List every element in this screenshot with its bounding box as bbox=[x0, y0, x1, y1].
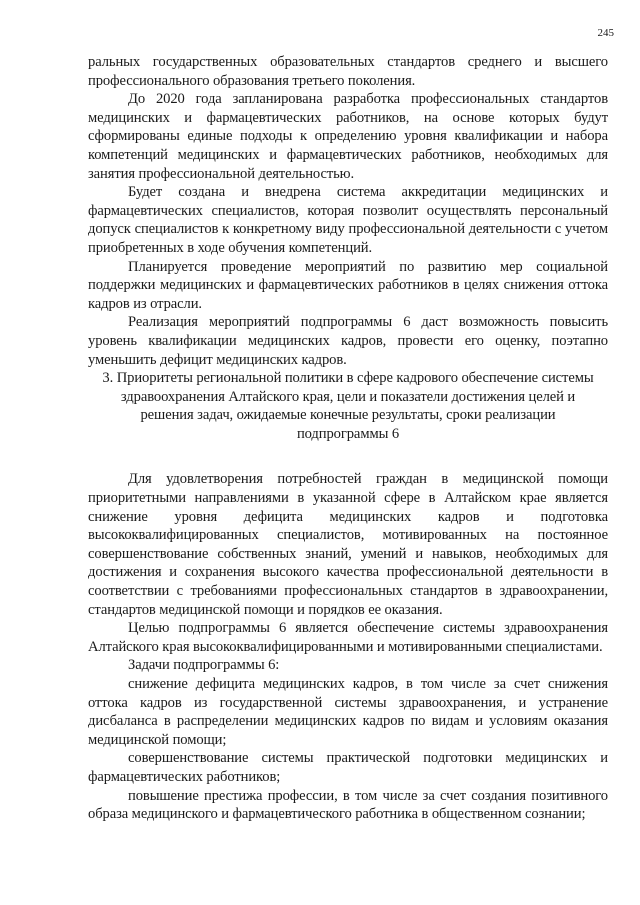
document-body bbox=[88, 53, 608, 824]
paragraph: До 2020 года запланирована разработка профессиональных стандартов медицинских и фармацевтических работников, на основе которых будут сформированы единые подходы к определению уровня квалификации и набора компетенций медицинских и фармацевтических работников, необходимых для занятия профессиональной деятельностью. bbox=[88, 91, 608, 182]
section-heading: 3. Приоритеты региональной политики в сфере кадрового обеспечение системы здравоохранения Алтайского края, цели и показатели достижения целей и решения задач, ожидаемые конечные результаты, сроки реализации подпрограммы 6 bbox=[102, 370, 594, 442]
paragraph: Реализация мероприятий подпрограммы 6 даст возможность повысить уровень квалификации медицинских кадров, провести его оценку, поэтапно уменьшить дефицит медицинских кадров. bbox=[88, 314, 608, 368]
paragraph: Будет создана и внедрена система аккредитации медицинских и фармацевтических специалистов, которая позволит осуществлять персональный допуск специалистов к конкретному виду профессиональной деятельности с учетом приобретенных в ходе обучения компетенций. bbox=[88, 184, 608, 256]
section-spacer bbox=[88, 443, 608, 470]
list-item: снижение дефицита медицинских кадров, в том числе за счет снижения оттока кадров из государственной системы здравоохранения, и устранение дисбаланса в распределении медицинских кадров по видам и условиям оказания медицинской помощи; bbox=[88, 676, 608, 748]
page-number: 245 bbox=[597, 27, 614, 39]
list-item: повышение престижа профессии, в том числе за счет создания позитивного образа медицинского и фармацевтического работника в общественном сознании; bbox=[88, 787, 608, 823]
paragraph-continuation: ральных государственных образовательных стандартов среднего и высшего профессионального образования третьего поколения. bbox=[88, 54, 608, 89]
paragraph: Целью подпрограммы 6 является обеспечение системы здравоохранения Алтайского края высококвалифицированными и мотивированными специалистами. bbox=[88, 620, 608, 655]
list-item: совершенствование системы практической подготовки медицинских и фармацевтических работников; bbox=[88, 750, 608, 785]
list-intro: Задачи подпрограммы 6: bbox=[128, 657, 280, 674]
paragraph: Для удовлетворения потребностей граждан в медицинской помощи приоритетными направлениями в указанной сфере в Алтайском крае является снижение уровня дефицита медицинских кадров и подготовка высококвалифицированных специалистов, мотивированных на постоянное совершенствование собственных знаний, умений и навыков, необходимых для достижения и сохранения высокого качества профессиональной деятельности в соответствии с требованиями профессиональных стандартов в здравоохранении, стандартов медицинской помощи и порядков ее оказания. bbox=[88, 471, 608, 618]
paragraph: Планируется проведение мероприятий по развитию мер социальной поддержки медицинских и фармацевтических работников в целях снижения оттока кадров из отрасли. bbox=[88, 258, 608, 312]
